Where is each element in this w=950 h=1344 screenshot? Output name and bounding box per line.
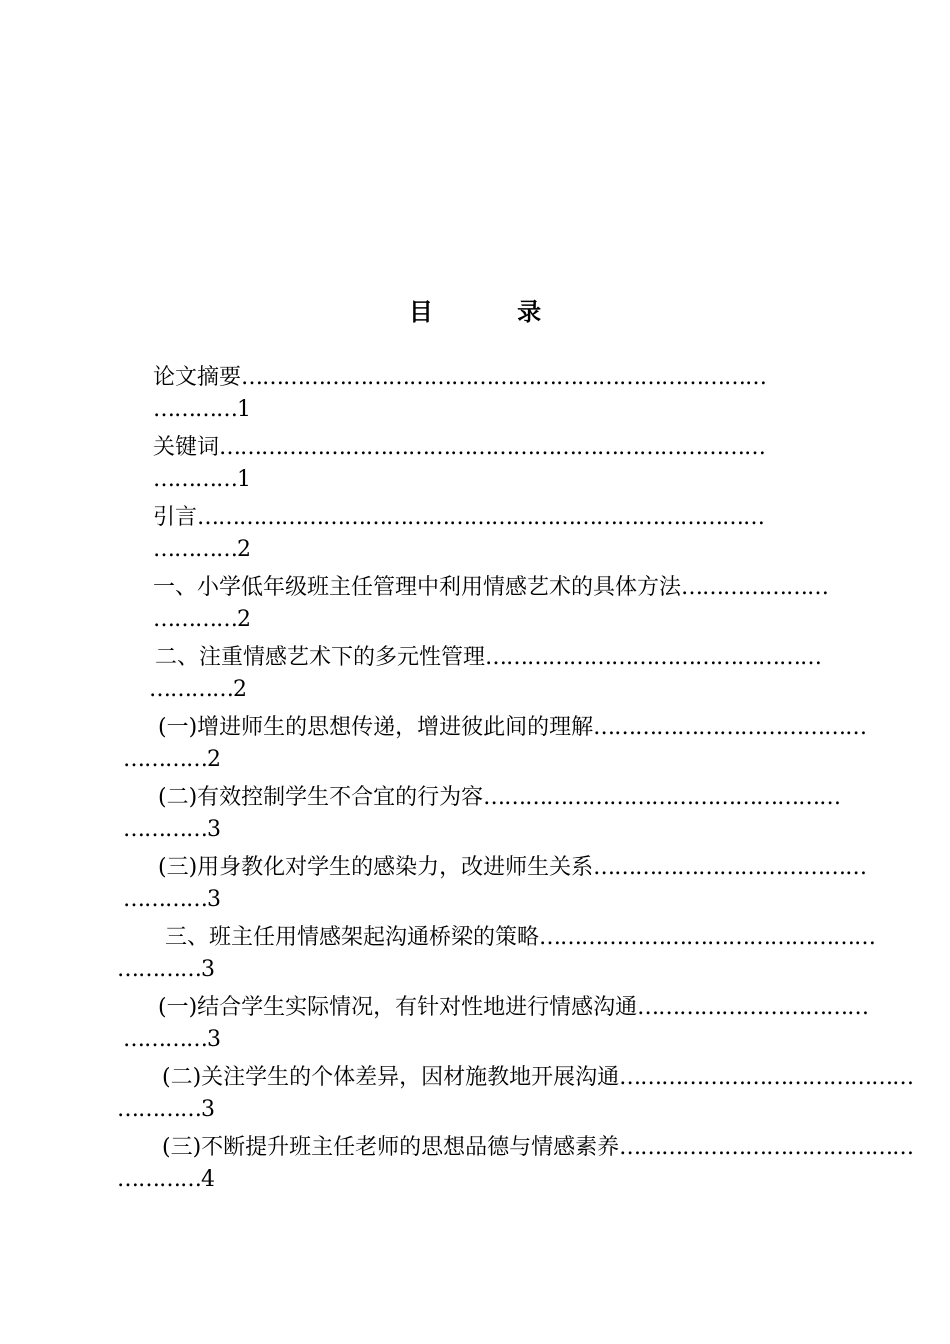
- toc-entry-title: (一)增进师生的思想传递，增进彼此间的理解: [158, 715, 594, 740]
- toc-leader-dots: …………: [149, 677, 233, 702]
- toc-entry-title: 引言: [153, 505, 198, 530]
- toc-entry: [0, 992, 950, 1062]
- toc-entry-page: 3: [201, 1097, 215, 1122]
- toc-entry-page: 1: [237, 467, 251, 492]
- toc-entry: [0, 712, 950, 782]
- toc-entry: [0, 642, 950, 712]
- toc-entry-title: 三、班主任用情感架起沟通桥梁的策略: [165, 925, 540, 950]
- toc-entry: [0, 502, 950, 572]
- toc-leader-dots: …………: [153, 537, 237, 562]
- toc-entry: [0, 572, 950, 642]
- toc-entry-title: (二)有效控制学生不合宜的行为容: [158, 785, 484, 810]
- toc-entry-title: 二、注重情感艺术下的多元性管理: [155, 645, 486, 670]
- toc-entry: [0, 922, 950, 992]
- toc-entry-page: 3: [207, 887, 221, 912]
- toc-entry-page: 2: [237, 607, 251, 632]
- toc-leader-dots: …………………………………………………………………: [241, 365, 767, 390]
- toc-list: [0, 362, 950, 1202]
- toc-entry-page: 2: [233, 677, 247, 702]
- toc-leader-dots: …………: [153, 607, 237, 632]
- toc-entry-page: 2: [207, 747, 221, 772]
- toc-entry: [0, 782, 950, 852]
- toc-entry-title: (三)用身教化对学生的感染力，改进师生关系: [158, 855, 594, 880]
- toc-leader-dots: …………: [123, 747, 207, 772]
- toc-entry: [0, 362, 950, 432]
- toc-entry-title: 一、小学低年级班主任管理中利用情感艺术的具体方法: [153, 575, 682, 600]
- toc-leader-dots: …………………………………………: [485, 645, 822, 670]
- toc-leader-dots: …………: [123, 1027, 207, 1052]
- toc-entry-page: 4: [201, 1167, 215, 1192]
- toc-leader-dots: …………: [117, 957, 201, 982]
- toc-leader-dots: ………………………………………………………………………: [197, 505, 765, 530]
- toc-leader-dots: ……………………………: [637, 995, 869, 1020]
- toc-entry-page: 2: [237, 537, 251, 562]
- toc-entry-page: 3: [201, 957, 215, 982]
- toc-leader-dots: ……………………………………: [619, 1065, 914, 1090]
- toc-entry-title: (二)关注学生的个体差异，因材施教地开展沟通: [162, 1065, 620, 1090]
- toc-entry-page: 3: [207, 817, 221, 842]
- toc-entry-page: 1: [237, 397, 251, 422]
- toc-leader-dots: …………………………………………: [539, 925, 876, 950]
- toc-leader-dots: …………: [153, 467, 237, 492]
- toc-leader-dots: …………………………………: [593, 855, 867, 880]
- toc-entry: [0, 852, 950, 922]
- toc-leader-dots: ……………………………………………: [483, 785, 841, 810]
- toc-entry-title: (三)不断提升班主任老师的思想品德与情感素养: [162, 1135, 620, 1160]
- toc-entry: [0, 1062, 950, 1132]
- toc-entry-page: 3: [207, 1027, 221, 1052]
- toc-leader-dots: …………: [117, 1097, 201, 1122]
- toc-entry: [0, 432, 950, 502]
- toc-entry-title: 论文摘要: [153, 365, 242, 390]
- toc-leader-dots: …………………: [681, 575, 829, 600]
- toc-entry-title: (一)结合学生实际情况，有针对性地进行情感沟通: [158, 995, 638, 1020]
- toc-leader-dots: …………………………………: [593, 715, 867, 740]
- toc-entry-title: 关键词: [153, 435, 220, 460]
- toc-leader-dots: …………: [117, 1167, 201, 1192]
- toc-leader-dots: …………: [123, 887, 207, 912]
- toc-entry: [0, 1132, 950, 1202]
- toc-leader-dots: ……………………………………………………………………: [219, 435, 766, 460]
- toc-title: 目 录: [408, 297, 580, 326]
- toc-leader-dots: ……………………………………: [619, 1135, 914, 1160]
- toc-leader-dots: …………: [153, 397, 237, 422]
- toc-leader-dots: …………: [123, 817, 207, 842]
